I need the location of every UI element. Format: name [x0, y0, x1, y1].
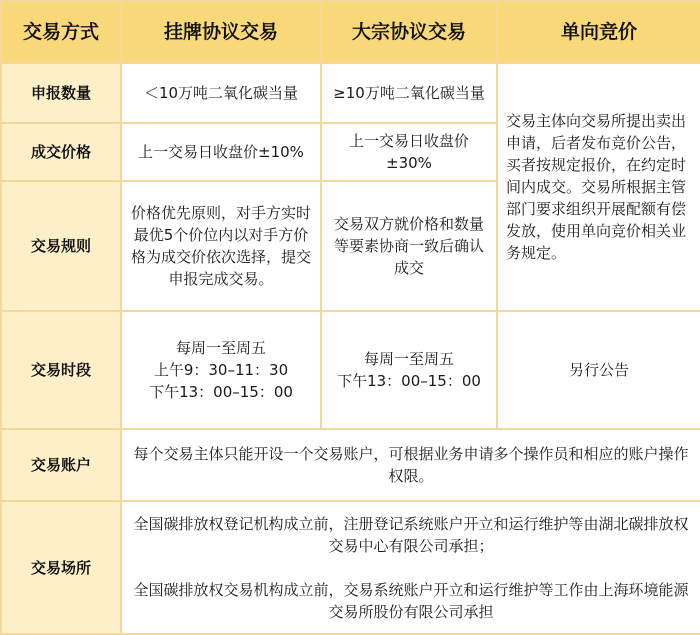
header-listing-agreement: 挂牌协议交易 [121, 1, 321, 63]
row-label-quantity: 申报数量 [1, 63, 121, 123]
listing-time: 每周一至周五 上午9：30–11：30 下午13：00–15：00 [121, 311, 321, 429]
row-label-rules: 交易规则 [1, 181, 121, 311]
header-bulk-agreement: 大宗协议交易 [321, 1, 497, 63]
bulk-quantity: ≥10万吨二氧化碳当量 [321, 63, 497, 123]
row-label-time: 交易时段 [1, 311, 121, 429]
bulk-time: 每周一至周五 下午13：00–15：00 [321, 311, 497, 429]
auction-description: 交易主体向交易所提出卖出申请，后者发布竞价公告，买者按规定报价，在约定时间内成交。交易所根据主管部门要求组织开展配额有偿发放，使用单向竞价相关业务规定。 [497, 63, 700, 311]
row-label-price: 成交价格 [1, 123, 121, 181]
row-label-account: 交易账户 [1, 429, 121, 501]
listing-rules: 价格优先原则，对手方实时最优5个价位内以对手方价格为成交价依次选择，提交申报完成交易。 [121, 181, 321, 311]
bulk-rules: 交易双方就价格和数量等要素协商一致后确认成交 [321, 181, 497, 311]
header-one-way-auction: 单向竞价 [497, 1, 700, 63]
header-trading-method: 交易方式 [1, 1, 121, 63]
listing-quantity: ＜10万吨二氧化碳当量 [121, 63, 321, 123]
listing-price: 上一交易日收盘价±10% [121, 123, 321, 181]
venue-text-trading: 全国碳排放权交易机构成立前，交易系统账户开立和运行维护等工作由上海环境能源交易所股份有限公司承担 [133, 580, 689, 621]
venue-text [121, 501, 700, 634]
bulk-price: 上一交易日收盘价 ±30% [321, 123, 497, 181]
venue-text-registration: 全国碳排放权登记机构成立前，注册登记系统账户开立和运行维护等由湖北碳排放权交易中心有限公司承担； [133, 514, 689, 555]
account-text: 每个交易主体只能开设一个交易账户，可根据业务申请多个操作员和相应的账户操作权限。 [121, 429, 700, 501]
auction-time: 另行公告 [497, 311, 700, 429]
row-label-venue: 交易场所 [1, 501, 121, 634]
